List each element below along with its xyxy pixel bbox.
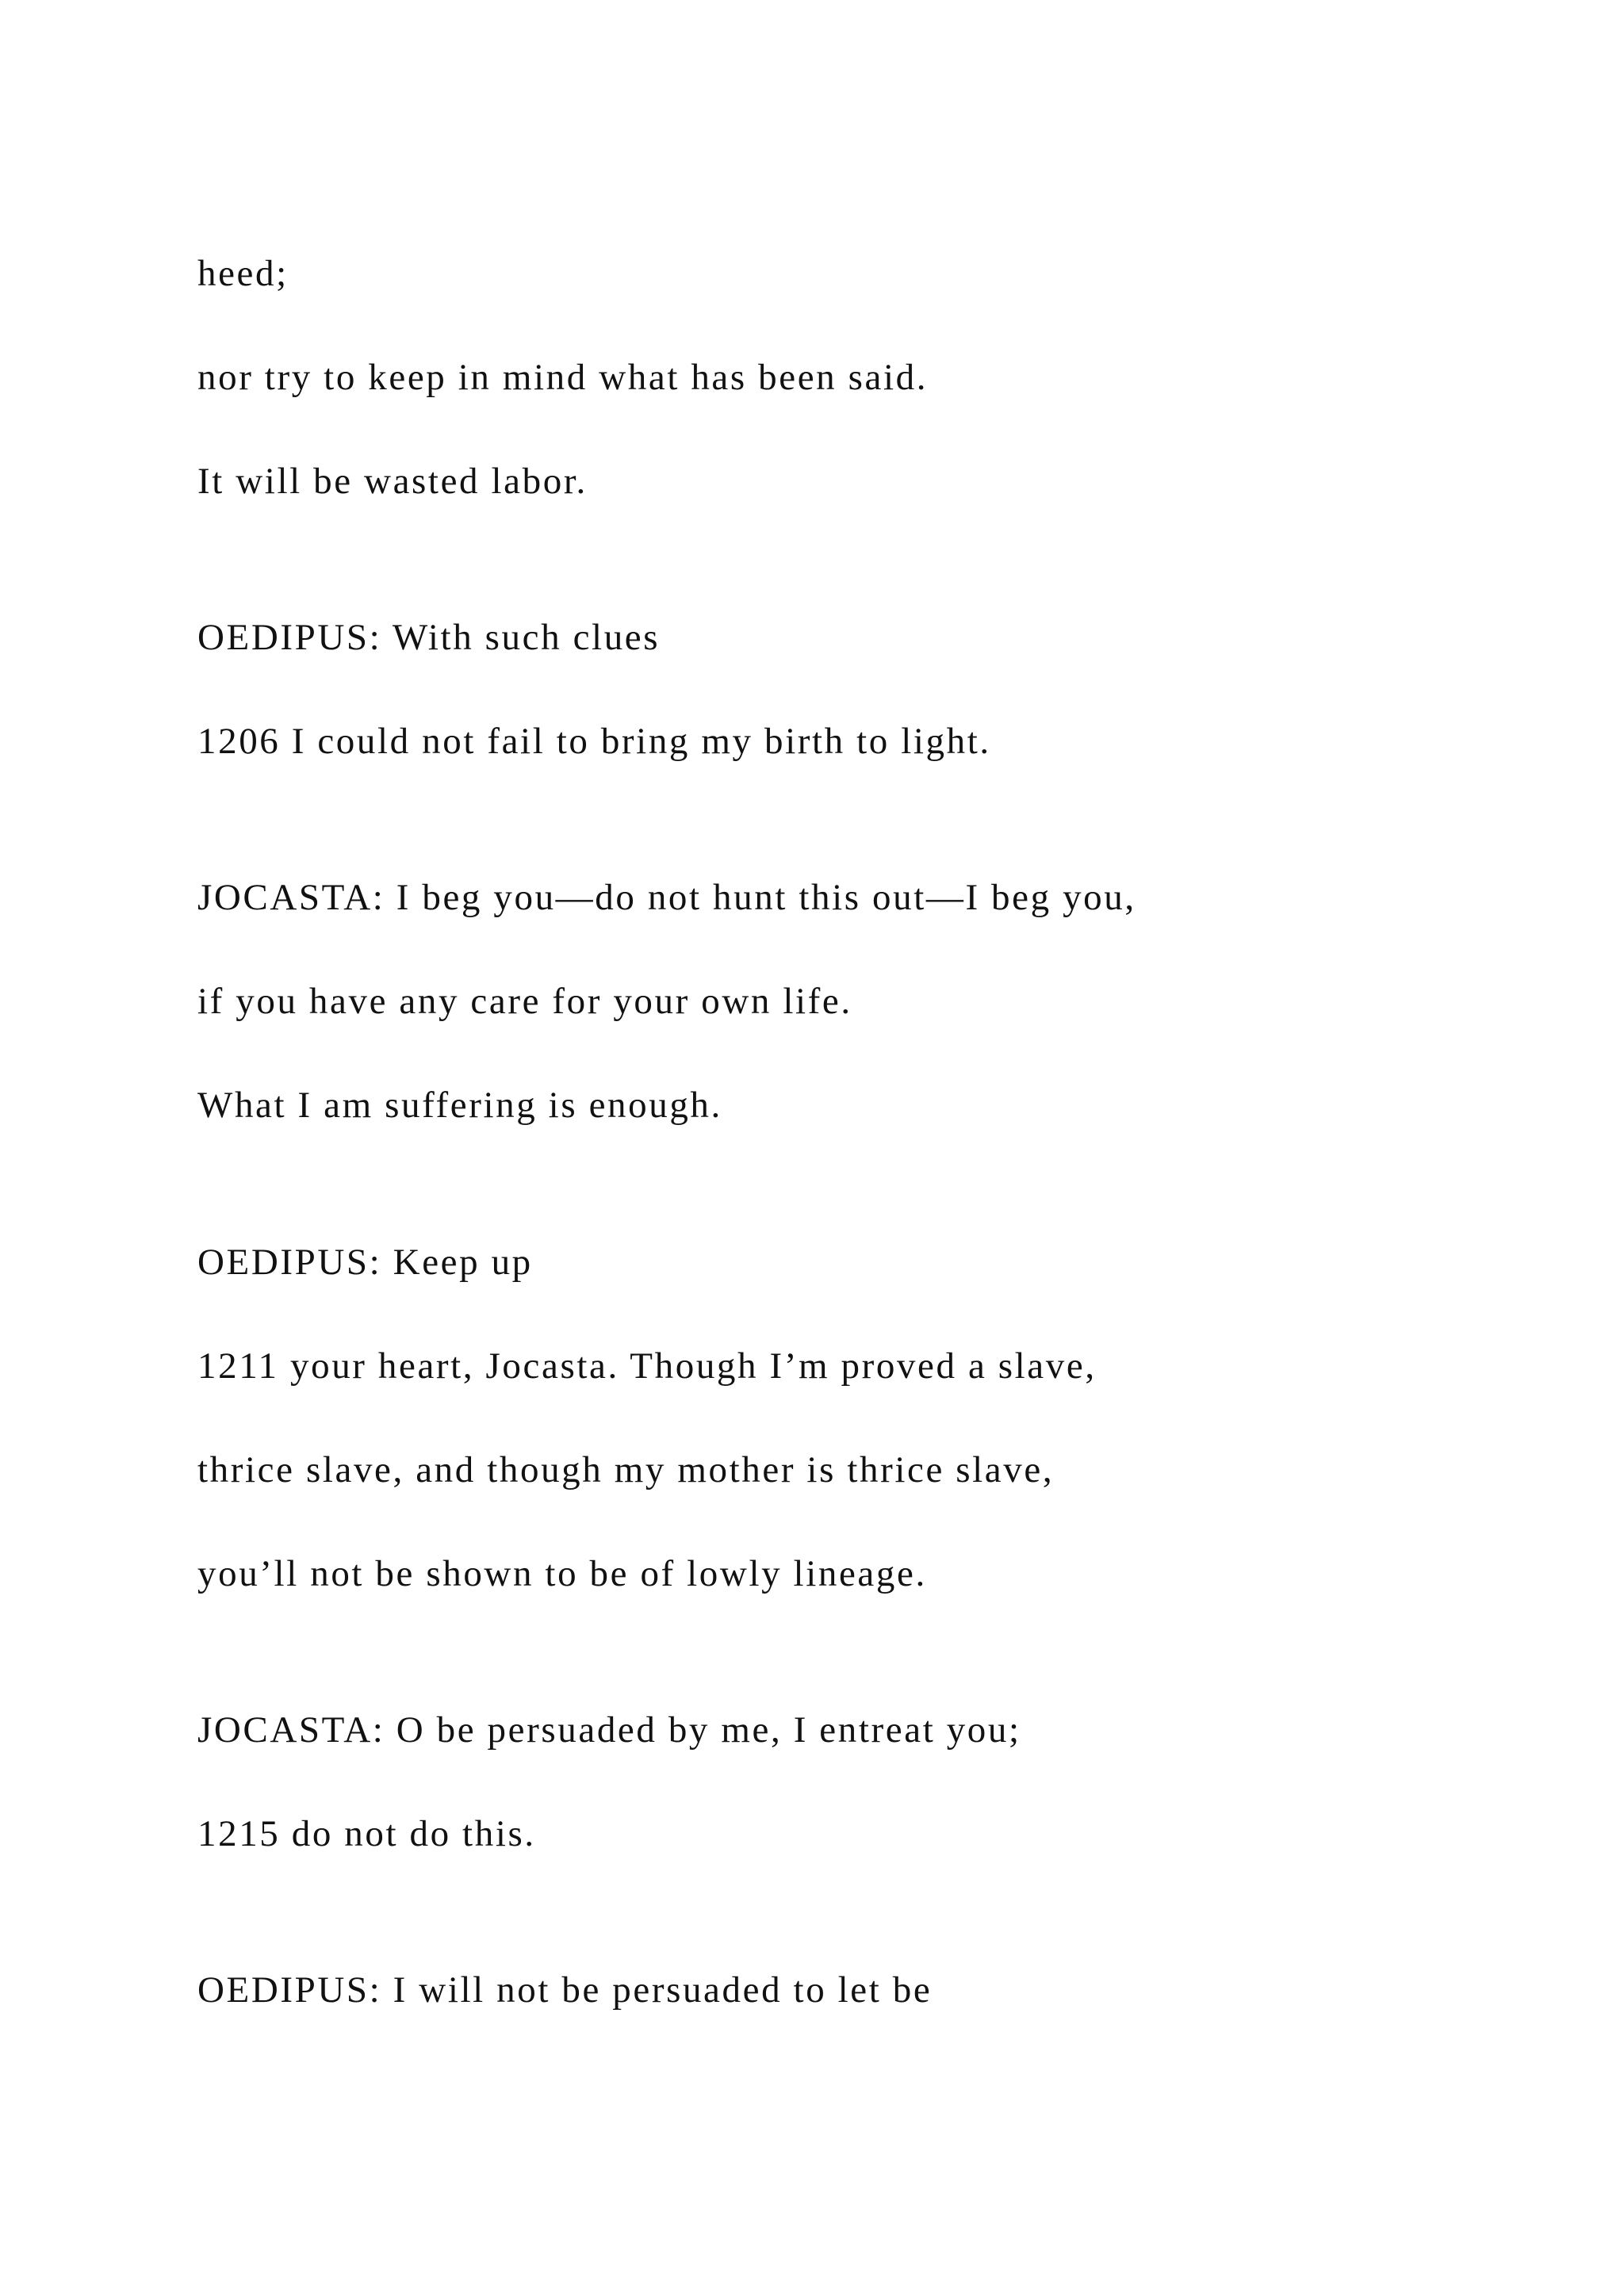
text-line: nor try to keep in mind what has been said.	[197, 357, 929, 398]
speaker-line: JOCASTA: I beg you—do not hunt this out—I beg you,	[197, 877, 1136, 918]
text-line: if you have any care for your own life.	[197, 981, 852, 1022]
speaker-line: OEDIPUS: I will not be persuaded to let be	[197, 1969, 933, 2011]
text-line: 1215 do not do this.	[197, 1813, 536, 1854]
text-line: It will be wasted labor.	[197, 461, 588, 502]
text-line: 1211 your heart, Jocasta. Though I’m proved a slave,	[197, 1345, 1097, 1387]
text-line: What I am suffering is enough.	[197, 1085, 722, 1126]
speaker-line: JOCASTA: O be persuaded by me, I entreat you;	[197, 1709, 1021, 1751]
speaker-line: OEDIPUS: With such clues	[197, 617, 661, 658]
text-line: heed;	[197, 253, 289, 294]
speaker-line: OEDIPUS: Keep up	[197, 1242, 533, 1283]
text-line: thrice slave, and though my mother is thrice slave,	[197, 1449, 1055, 1490]
text-line: you’ll not be shown to be of lowly lineage.	[197, 1553, 927, 1594]
text-line: 1206 I could not fail to bring my birth to light.	[197, 721, 991, 762]
